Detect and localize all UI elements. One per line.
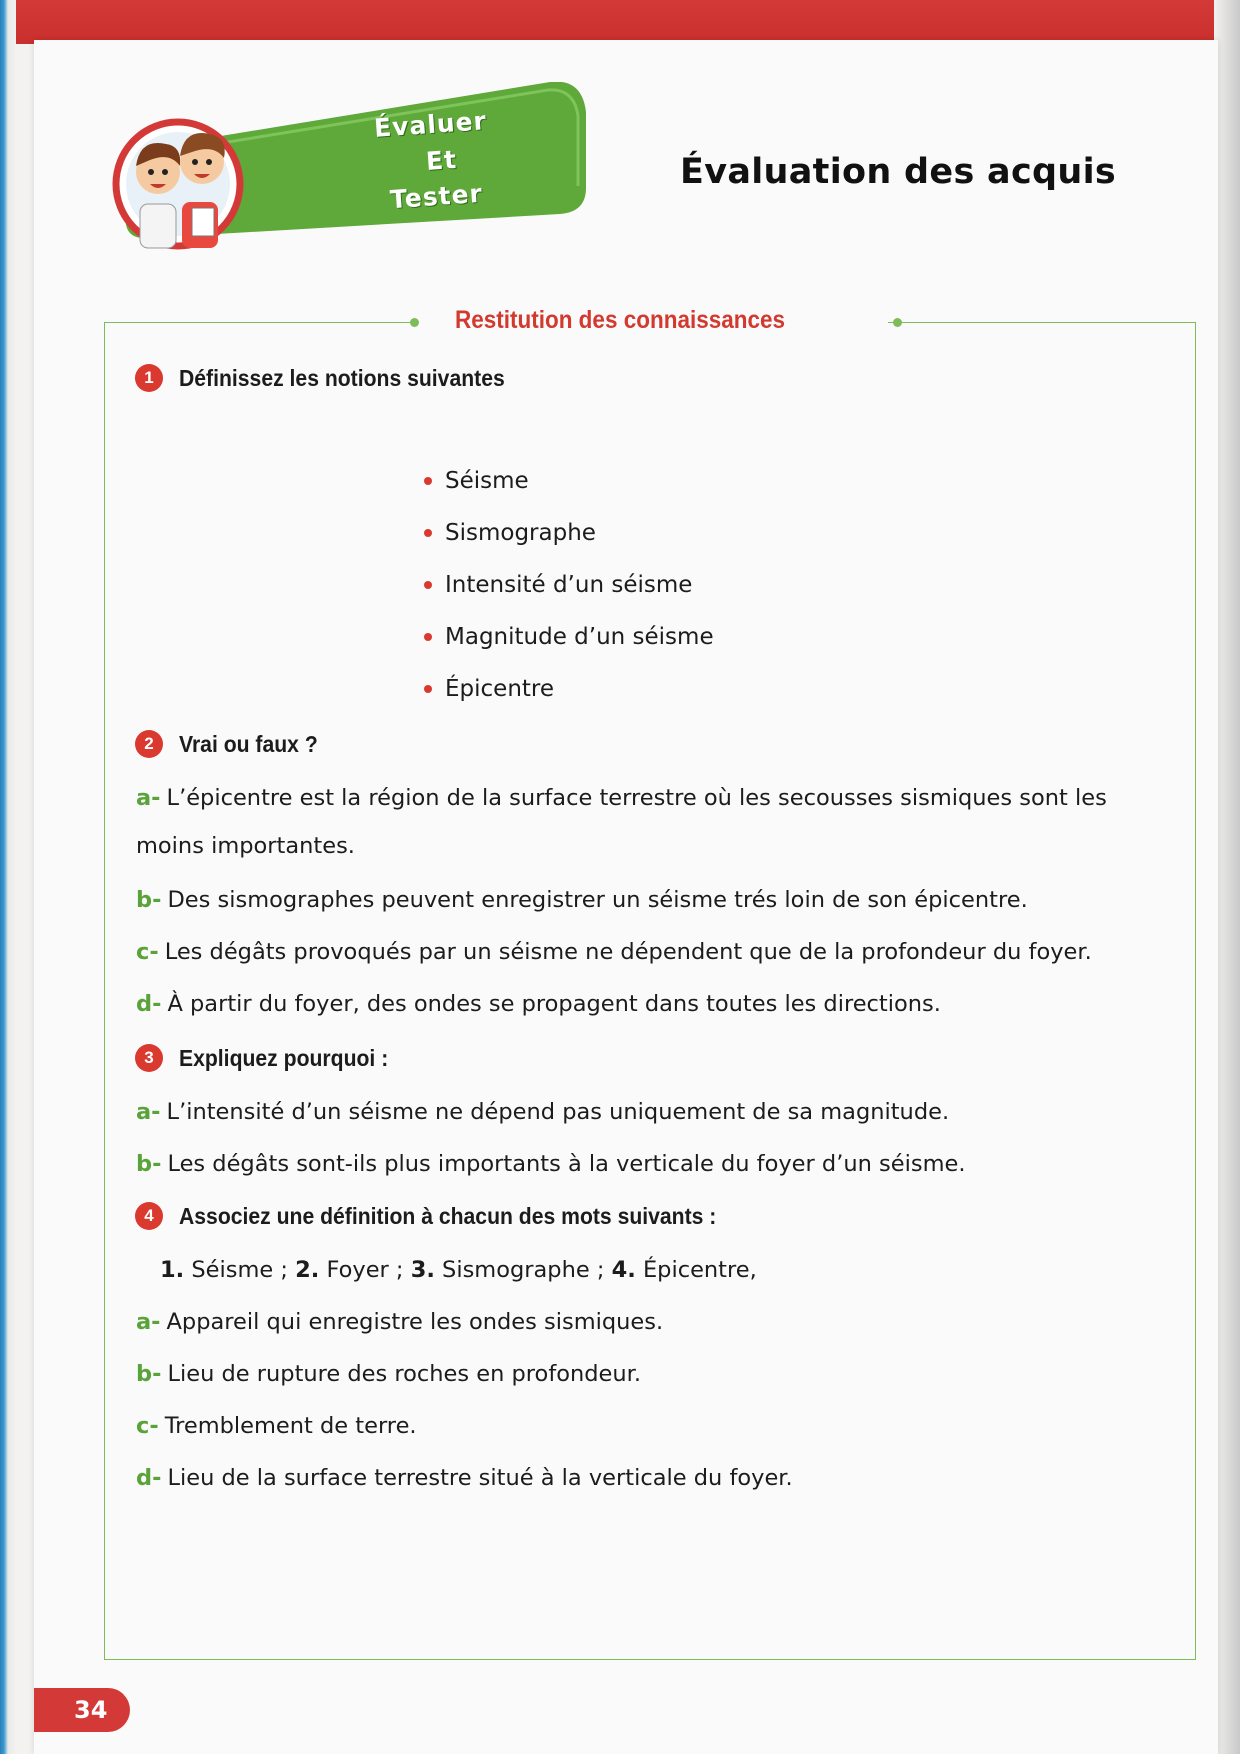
explain-a bbox=[136, 1088, 1166, 1136]
section-title: Restitution des connaissances bbox=[454, 306, 786, 334]
word-list bbox=[160, 1246, 1190, 1294]
page-title: Évaluation des acquis bbox=[680, 152, 1117, 192]
bullet-icon bbox=[424, 477, 432, 485]
question-4-title: Associez une définition à chacun des mots suivants : bbox=[179, 1202, 717, 1229]
word-number: 3. bbox=[410, 1257, 435, 1283]
definition-c bbox=[136, 1402, 1166, 1450]
item-text: Appareil qui enregistre les ondes sismiques. bbox=[166, 1309, 664, 1335]
item-text: Les dégâts provoqués par un séisme ne dépendent que de la profondeur du foyer. bbox=[164, 939, 1092, 965]
list-item bbox=[424, 572, 692, 598]
definition-d bbox=[136, 1454, 1166, 1502]
item-text: L’intensité d’un séisme ne dépend pas uniquement de sa magnitude. bbox=[166, 1099, 950, 1125]
item-letter: c- bbox=[136, 1413, 159, 1439]
question-3-number: 3 bbox=[135, 1044, 163, 1072]
top-red-band bbox=[0, 0, 1240, 44]
statement-c bbox=[136, 928, 1166, 976]
definition-b bbox=[136, 1350, 1166, 1398]
word-text: Sismographe ; bbox=[442, 1257, 605, 1283]
word-text: Foyer ; bbox=[326, 1257, 404, 1283]
question-1-number: 1 bbox=[135, 364, 163, 392]
list-item bbox=[424, 676, 554, 702]
list-item-text: Épicentre bbox=[445, 676, 555, 702]
banner-word-tester: Tester bbox=[389, 178, 484, 215]
students-mascot-icon bbox=[110, 108, 260, 258]
item-text: À partir du foyer, des ondes se propagent dans toutes les directions. bbox=[167, 991, 941, 1017]
item-letter: b- bbox=[136, 887, 162, 913]
item-letter: b- bbox=[136, 1151, 162, 1177]
item-text: moins importantes. bbox=[136, 833, 355, 859]
page-number: 34 bbox=[34, 1688, 130, 1732]
question-1-heading bbox=[135, 364, 533, 392]
statement-a bbox=[136, 774, 1166, 822]
word-number: 1. bbox=[160, 1257, 185, 1283]
word-number: 4. bbox=[611, 1257, 636, 1283]
item-letter: d- bbox=[136, 1465, 162, 1491]
question-2-number: 2 bbox=[135, 730, 163, 758]
question-2-heading bbox=[135, 730, 330, 758]
question-2-title: Vrai ou faux ? bbox=[179, 730, 318, 757]
item-letter: a- bbox=[136, 1099, 161, 1125]
item-text: Lieu de rupture des roches en profondeur. bbox=[167, 1361, 641, 1387]
item-letter: a- bbox=[136, 1309, 161, 1335]
word-text: Épicentre, bbox=[642, 1257, 757, 1283]
list-item-text: Magnitude d’un séisme bbox=[445, 624, 714, 650]
item-text: Des sismographes peuvent enregistrer un séisme trés loin de son épicentre. bbox=[167, 887, 1028, 913]
item-letter: b- bbox=[136, 1361, 162, 1387]
banner-word-et: Et bbox=[425, 144, 459, 177]
bullet-icon bbox=[424, 633, 432, 641]
definition-a bbox=[136, 1298, 1166, 1346]
list-item bbox=[424, 520, 596, 546]
item-letter: a- bbox=[136, 785, 161, 811]
statement-b bbox=[136, 876, 1166, 924]
item-letter: c- bbox=[136, 939, 159, 965]
item-text: Les dégâts sont-ils plus importants à la verticale du foyer d’un séisme. bbox=[167, 1151, 966, 1177]
word-text: Séisme ; bbox=[191, 1257, 288, 1283]
question-3-heading bbox=[135, 1044, 406, 1072]
question-3-title: Expliquez pourquoi : bbox=[179, 1044, 389, 1071]
list-item bbox=[424, 624, 714, 650]
bullet-icon bbox=[424, 529, 432, 537]
item-letter: d- bbox=[136, 991, 162, 1017]
left-page-edge bbox=[0, 0, 16, 1754]
statement-d bbox=[136, 980, 1166, 1028]
word-number: 2. bbox=[295, 1257, 320, 1283]
statement-a-continued bbox=[136, 822, 1166, 870]
item-text: Lieu de la surface terrestre situé à la verticale du foyer. bbox=[167, 1465, 793, 1491]
question-4-heading bbox=[135, 1202, 763, 1230]
list-item bbox=[424, 468, 529, 494]
bullet-icon bbox=[424, 685, 432, 693]
item-text: L’épicentre est la région de la surface terrestre où les secousses sismiques sont les bbox=[166, 785, 1107, 811]
list-item-text: Sismographe bbox=[445, 520, 596, 546]
item-text: Tremblement de terre. bbox=[164, 1413, 417, 1439]
question-4-number: 4 bbox=[135, 1202, 163, 1230]
bullet-icon bbox=[424, 581, 432, 589]
banner-word-evaluer: Évaluer bbox=[373, 106, 488, 143]
question-1-title: Définissez les notions suivantes bbox=[179, 364, 505, 391]
explain-b bbox=[136, 1140, 1166, 1188]
list-item-text: Intensité d’un séisme bbox=[445, 572, 693, 598]
list-item-text: Séisme bbox=[445, 468, 529, 494]
